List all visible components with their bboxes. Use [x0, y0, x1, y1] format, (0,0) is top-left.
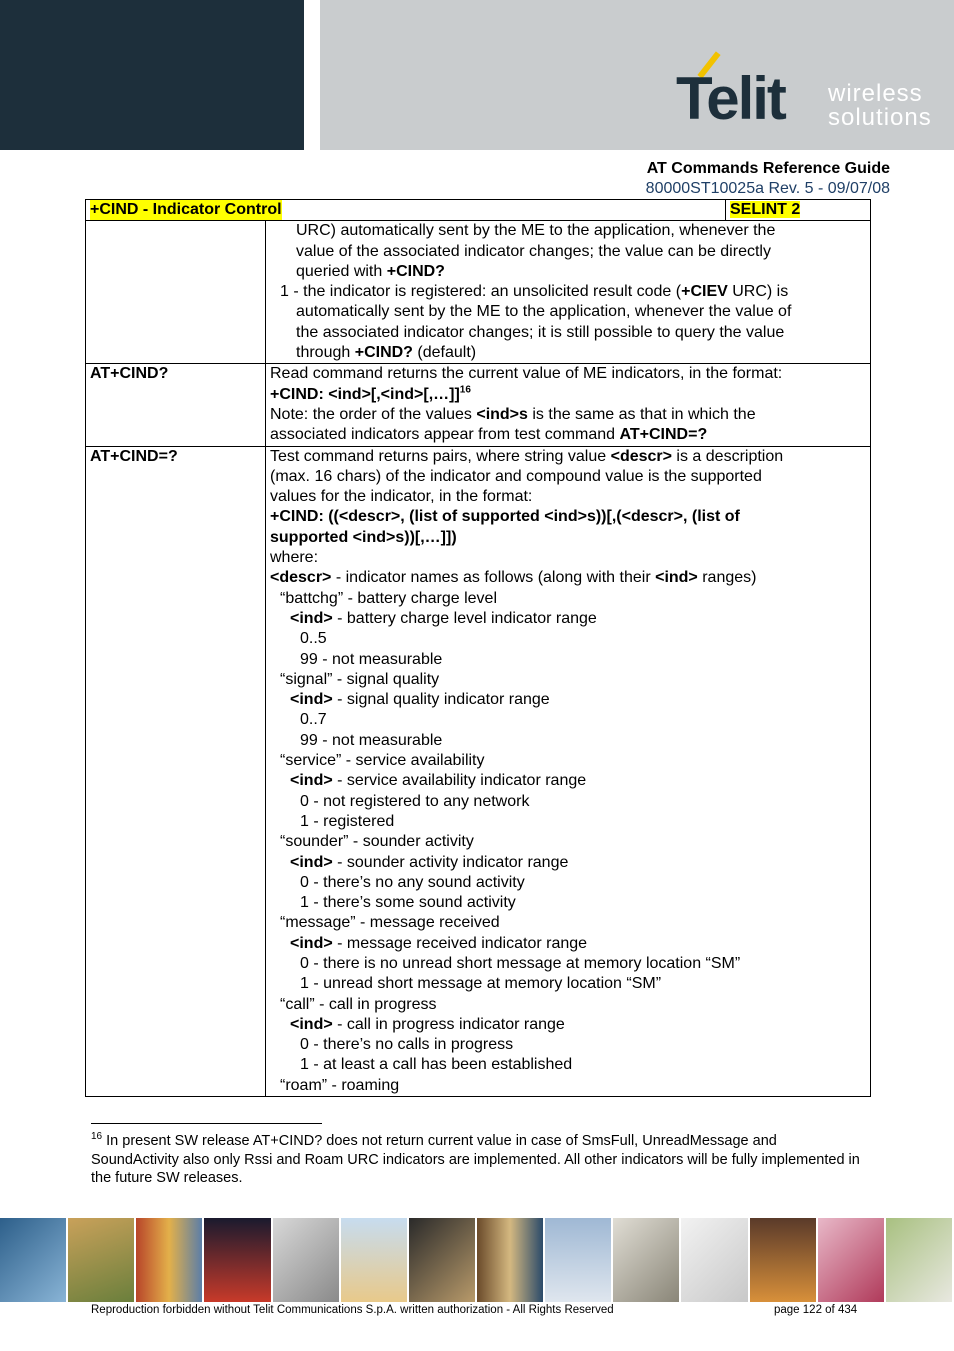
text-span: (default) [412, 344, 477, 362]
photo-tile [341, 1218, 409, 1302]
text-span: Test command returns pairs, where string value [270, 447, 611, 465]
indicator-name: “service” - service availability [280, 752, 485, 770]
bold-span: <ind> [290, 772, 333, 790]
footnote [91, 1132, 861, 1188]
indicator-name: “call” - call in progress [280, 995, 437, 1013]
text-line: automatically sent by the ME to the application, whenever the value of [296, 303, 792, 321]
photo-tile [273, 1218, 341, 1302]
logo-tagline-2: solutions [828, 104, 932, 131]
indicator-value: 99 - not measurable [300, 650, 443, 668]
footnote-text: In present SW release AT+CIND? does not return current value in case of SmsFull, UnreadMessage and SoundActivity also only Rssi and Roam URC indicators are implemented. All other indicators will be fully implemented in the future SW releases. [91, 1133, 860, 1186]
text-line: URC) automatically sent by the ME to the application, whenever the [296, 222, 776, 240]
text-line [270, 385, 866, 405]
indicator-value: 1 - registered [300, 812, 395, 830]
logo-wordmark: Telit [676, 65, 785, 132]
photo-tile [750, 1218, 818, 1302]
text-span: URC) is [727, 283, 789, 301]
bold-span: +CIND? [386, 262, 445, 280]
bold-span: +CIEV [681, 283, 728, 301]
text-line: supported <ind>s))[,…]]) [270, 528, 457, 546]
indicator-name: “sounder” - sounder activity [280, 833, 474, 851]
indicator-range [270, 771, 866, 791]
table-header-row [86, 200, 871, 221]
photo-tile [477, 1218, 545, 1302]
description-cell [266, 221, 871, 364]
text-span: - message received indicator range [332, 934, 588, 952]
indicator-value: 0..7 [300, 711, 327, 729]
footnote-divider [91, 1123, 322, 1124]
photo-tile [68, 1218, 136, 1302]
text-line [270, 405, 866, 425]
table-row [86, 221, 871, 364]
bold-span: <descr> [610, 447, 672, 465]
photo-tile [613, 1218, 681, 1302]
selint-cell [725, 200, 870, 220]
text-span: - indicator names as follows (along with their [331, 569, 656, 587]
text-span: - battery charge level indicator range [332, 609, 597, 627]
indicator-value: 0 - there’s no any sound activity [300, 873, 525, 891]
indicator-value: 0 - there’s no calls in progress [300, 1036, 514, 1054]
bold-span: AT+CIND=? [619, 426, 708, 444]
indicator-name: “battchg” - battery charge level [280, 589, 497, 607]
bold-span: <ind> [290, 609, 333, 627]
table-title-cell [86, 200, 871, 221]
bold-span: +CIND? [354, 344, 413, 362]
indicator-range [270, 934, 866, 954]
text-span: associated indicators appear from test command [270, 426, 620, 444]
indicator-value: 99 - not measurable [300, 731, 443, 749]
text-line [270, 343, 866, 363]
text-line [270, 262, 866, 282]
header-dark-panel [0, 0, 304, 150]
photo-tile [204, 1218, 272, 1302]
table-row [86, 446, 871, 1097]
text-line: +CIND: ((<descr>, (list of supported <ind>s))[,(<descr>, (list of [270, 508, 740, 526]
photo-tile [545, 1218, 613, 1302]
bold-span: <ind> [290, 691, 333, 709]
text-span: queried with [296, 262, 387, 280]
photo-tile [818, 1218, 886, 1302]
indicator-value: 0 - there is no unread short message at memory location “SM” [300, 954, 741, 972]
text-line [270, 425, 866, 445]
text-line [270, 282, 866, 302]
indicator-range [270, 609, 866, 629]
bold-span: <ind> [290, 853, 333, 871]
text-span: is the same as that in which the [527, 405, 756, 423]
photo-tile [886, 1218, 954, 1302]
bold-span: <ind> [290, 1015, 333, 1033]
bold-span: +CIND: <ind>[,<ind>[,…]] [270, 385, 460, 403]
bold-span: <ind> [655, 569, 698, 587]
photo-strip [0, 1218, 954, 1302]
command-cell: AT+CIND=? [86, 446, 266, 1097]
indicator-range [270, 690, 866, 710]
text-line: value of the associated indicator changes; the value can be directly [296, 242, 771, 260]
text-span: - service availability indicator range [332, 772, 587, 790]
text-span: - signal quality indicator range [332, 691, 550, 709]
text-span: through [296, 344, 355, 362]
command-cell: AT+CIND? [86, 364, 266, 446]
indicator-name: “roam” - roaming [280, 1076, 400, 1094]
bold-span: <ind> [290, 934, 333, 952]
indicator-value: 0..5 [300, 630, 327, 648]
footer-copyright: Reproduction forbidden without Telit Communications S.p.A. written authorization - All Rights Reserved [91, 1304, 614, 1316]
text-line [270, 447, 866, 467]
text-span: - sounder activity indicator range [332, 853, 569, 871]
guide-title: AT Commands Reference Guide [646, 160, 890, 177]
indicator-value: 1 - unread short message at memory location “SM” [300, 975, 662, 993]
description-cell [266, 364, 871, 446]
table-row [86, 364, 871, 446]
table-title: +CIND - Indicator Control [90, 200, 282, 220]
photo-tile [409, 1218, 477, 1302]
text-line: where: [270, 549, 319, 567]
selint-badge: SELINT 2 [730, 201, 801, 218]
command-cell [86, 221, 266, 364]
indicator-value: 1 - there’s some sound activity [300, 894, 516, 912]
bold-span: <ind>s [476, 405, 528, 423]
command-table [85, 199, 871, 1097]
description-cell [266, 446, 871, 1097]
indicator-range [270, 1015, 866, 1035]
text-line [270, 568, 866, 588]
indicator-name: “signal” - signal quality [280, 670, 440, 688]
footnote-number: 16 [91, 1131, 103, 1143]
footer-page-number: page 122 of 434 [774, 1304, 858, 1316]
text-line: Read command returns the current value of ME indicators, in the format: [270, 365, 783, 383]
indicator-range [270, 853, 866, 873]
photo-tile [681, 1218, 749, 1302]
indicator-value: 1 - at least a call has been established [300, 1056, 573, 1074]
text-line: (max. 16 chars) of the indicator and compound value is the supported [270, 467, 762, 485]
telit-logo [676, 46, 936, 136]
text-span: - call in progress indicator range [332, 1015, 565, 1033]
text-line: values for the indicator, in the format: [270, 488, 533, 506]
text-span: ranges) [697, 569, 757, 587]
logo-tagline-1: wireless [828, 80, 923, 107]
photo-tile [0, 1218, 68, 1302]
guide-subtitle: 80000ST10025a Rev. 5 - 09/07/08 [645, 180, 890, 197]
text-span: is a description [671, 447, 784, 465]
footnote-ref: 16 [459, 384, 471, 396]
indicator-value: 0 - not registered to any network [300, 792, 530, 810]
photo-tile [136, 1218, 204, 1302]
indicator-name: “message” - message received [280, 914, 500, 932]
text-span: Note: the order of the values [270, 405, 477, 423]
text-line: the associated indicator changes; it is still possible to query the value [296, 323, 785, 341]
text-span: 1 - the indicator is registered: an unsolicited result code ( [280, 283, 682, 301]
bold-span: <descr> [270, 569, 332, 587]
